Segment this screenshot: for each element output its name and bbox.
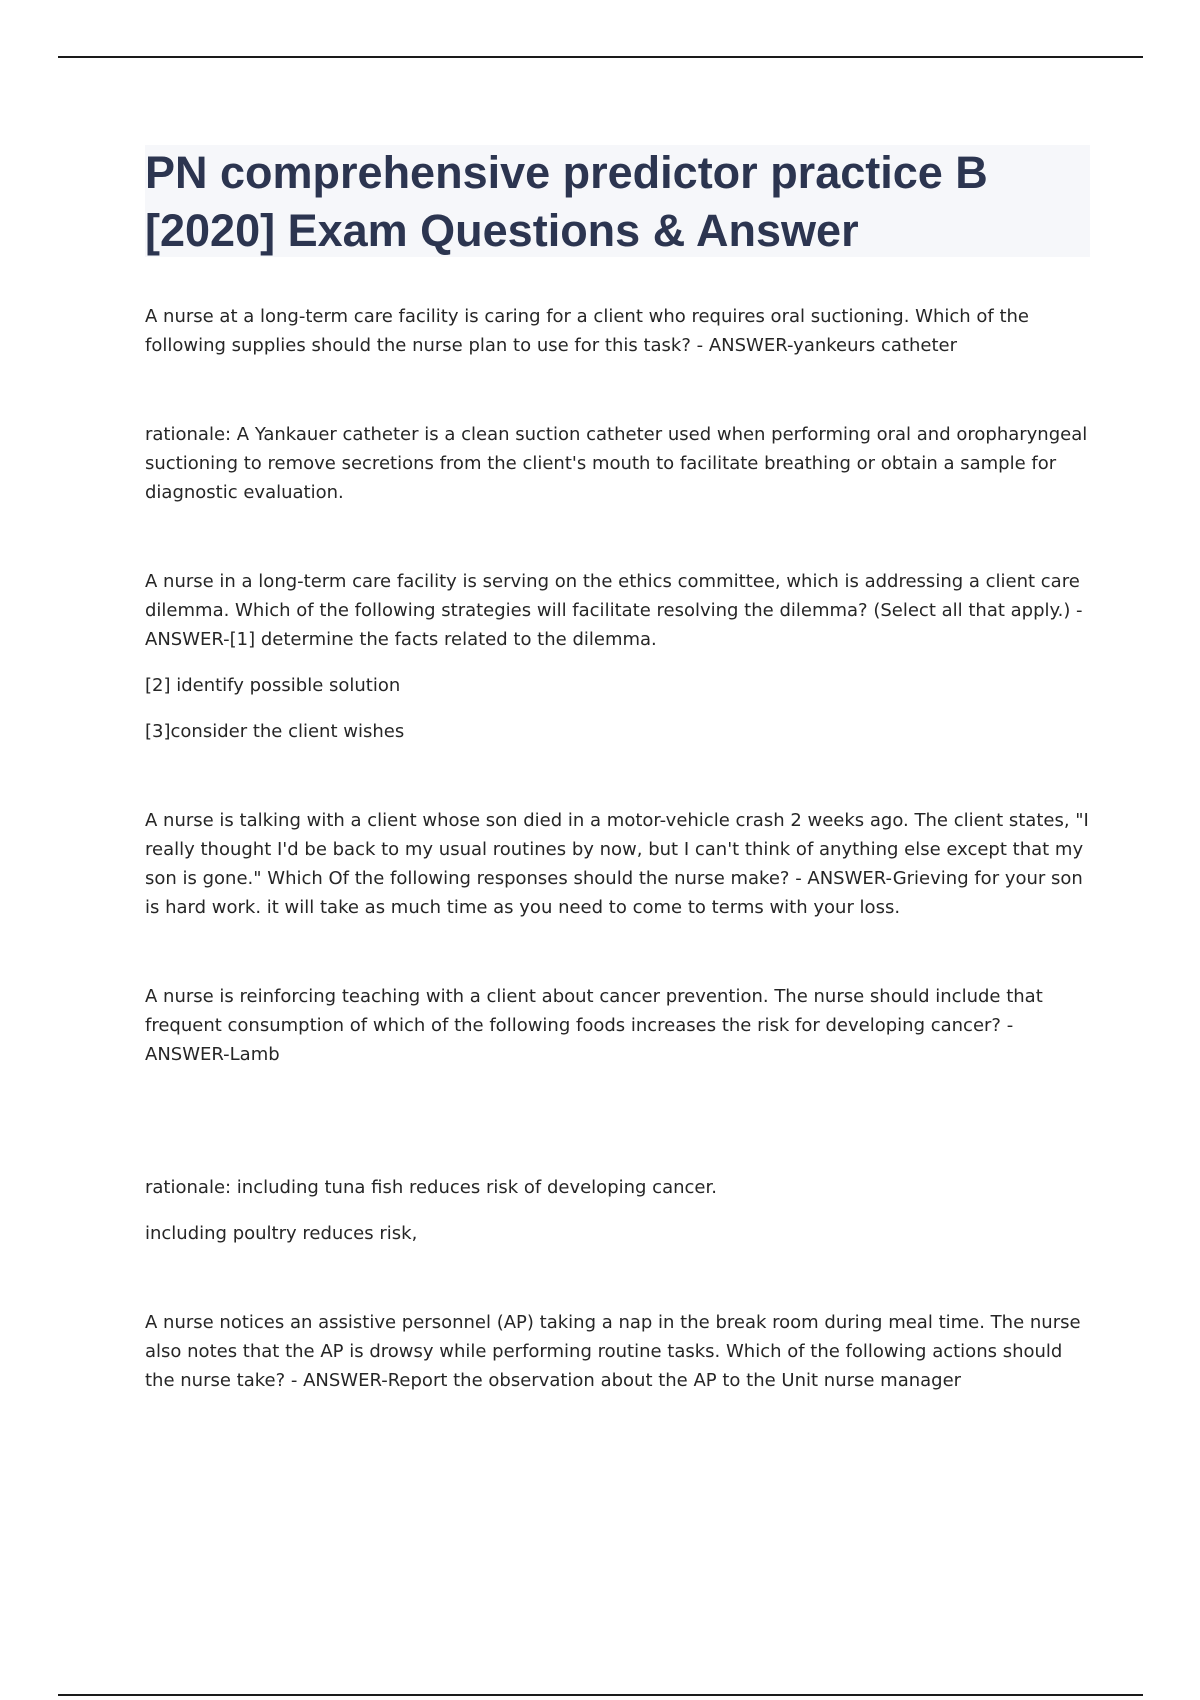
rationale-yankauer: rationale: A Yankauer catheter is a clean suction catheter used when performing oral and oropharyngeal suctioning to remove secretions from the client's mouth to facilitate breathing or obtain a sample for diagnostic evaluation. (145, 424, 1088, 503)
rationale-poultry: including poultry reduces risk, (145, 1223, 418, 1244)
rationale-tuna: rationale: including tuna fish reduces risk of developing cancer. (145, 1177, 717, 1198)
question-cancer: A nurse is reinforcing teaching with a client about cancer prevention. The nurse should include that frequent consumption of which of the following foods increases the risk for developing cancer? - ANSWER-Lamb (145, 986, 1043, 1065)
bottom-rule (58, 1694, 1143, 1696)
question-grieving: A nurse is talking with a client whose son died in a motor-vehicle crash 2 weeks ago. The client states, "I really thought I'd be back to my usual routines by now, but I can't think of anything else except that my son is gone." Which Of the following responses should the nurse make? - ANSWER-Grieving for your son is hard work. it will take as much time as you need to come to terms with your loss. (145, 810, 1089, 918)
top-rule (58, 56, 1143, 58)
answer-item-3: [3]consider the client wishes (145, 721, 405, 742)
document-body (145, 302, 1090, 1395)
document-title: PN comprehensive predictor practice B [2020] Exam Questions & Answer (145, 147, 988, 256)
question-suctioning: A nurse at a long-term care facility is caring for a client who requires oral suctioning. Which of the following supplies should the nurse plan to use for this task? - ANSWER-yankeurs catheter (145, 306, 1030, 356)
question-ethics: A nurse in a long-term care facility is serving on the ethics committee, which is addressing a client care dilemma. Which of the following strategies will facilitate resolving the dilemma? (Select all that apply.) - ANSWER-[1] determine the facts related to the dilemma. (145, 571, 1083, 650)
question-assistive-personnel: A nurse notices an assistive personnel (AP) taking a nap in the break room during meal time. The nurse also notes that the AP is drowsy while performing routine tasks. Which of the following actions should the nurse take? - ANSWER-Report the observation about the AP to the Unit nurse manager (145, 1312, 1081, 1391)
answer-item-2: [2] identify possible solution (145, 675, 401, 696)
